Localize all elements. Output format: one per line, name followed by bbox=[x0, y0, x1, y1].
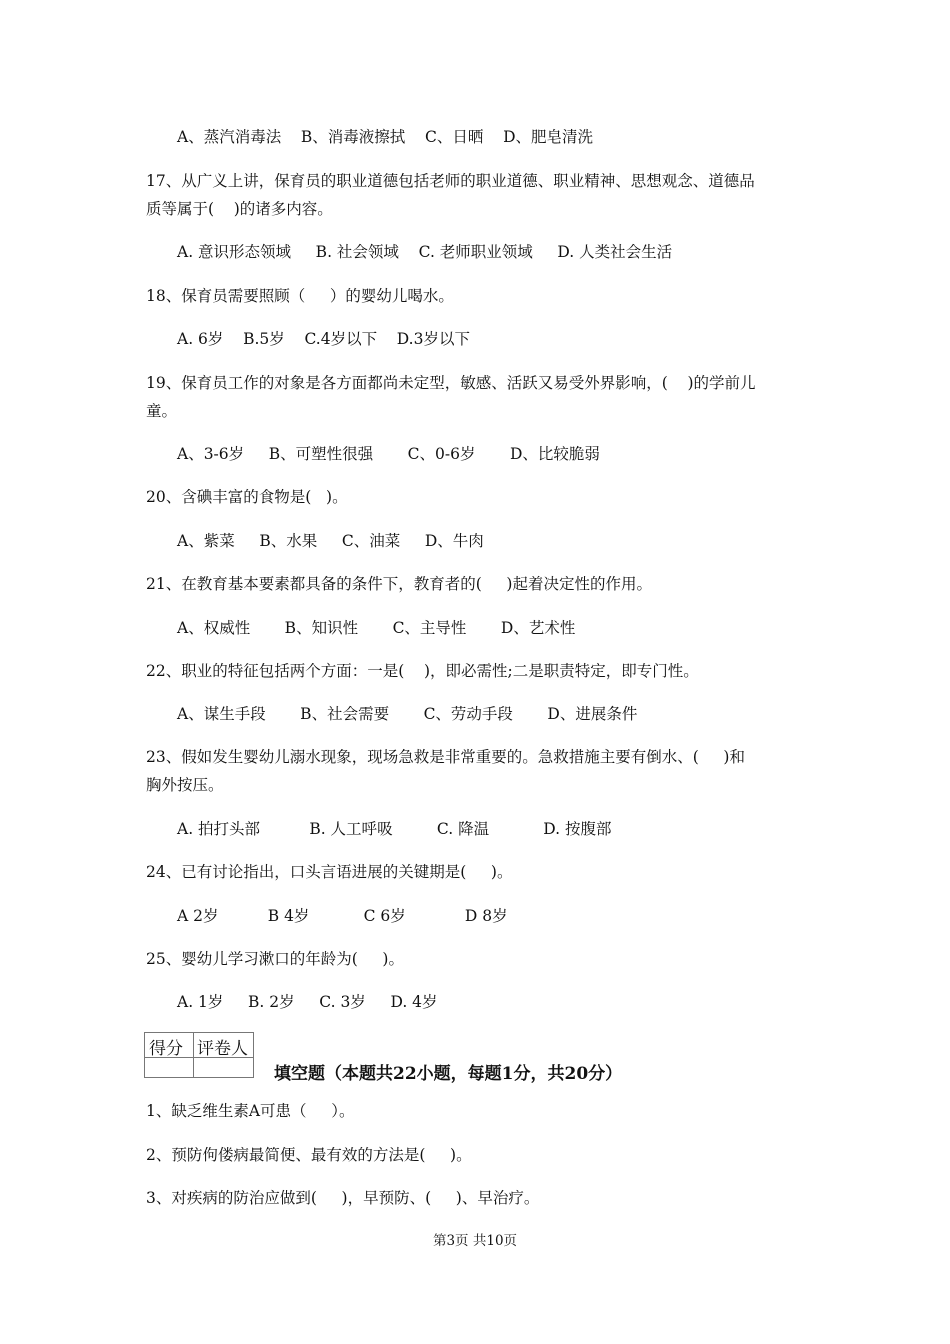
q23-text: 23、假如发生婴幼儿溺水现象，现场急救是非常重要的。急救措施主要有倒水、( )和 bbox=[146, 748, 745, 766]
q18-options: A. 6岁 B.5岁 C.4岁以下 D.3岁以下 bbox=[177, 330, 470, 348]
q25-options: A. 1岁 B. 2岁 C. 3岁 D. 4岁 bbox=[177, 993, 438, 1011]
grader-label: 评卷人 bbox=[197, 1039, 248, 1059]
score-box-divider bbox=[193, 1033, 194, 1077]
q24-text: 24、已有讨论指出，口头言语进展的关键期是( )。 bbox=[146, 863, 513, 881]
q23-text-cont: 胸外按压。 bbox=[146, 776, 224, 794]
page-footer: 第3页 共10页 bbox=[432, 1233, 518, 1249]
q19-text-cont: 童。 bbox=[146, 402, 178, 420]
section-title: 填空题（本题共22小题，每题1分，共20分） bbox=[274, 1064, 623, 1084]
q17-text-cont: 质等属于( )的诸多内容。 bbox=[146, 200, 333, 218]
fill-q2: 2、预防佝偻病最简便、最有效的方法是( )。 bbox=[146, 1146, 472, 1164]
q18-text: 18、保育员需要照顾（ ）的婴幼儿喝水。 bbox=[146, 287, 454, 305]
q21-text: 21、在教育基本要素都具备的条件下，教育者的( )起着决定性的作用。 bbox=[146, 575, 652, 593]
q17-text: 17、从广义上讲，保育员的职业道德包括老师的职业道德、职业精神、思想观念、道德品 bbox=[146, 172, 755, 190]
score-box bbox=[144, 1032, 254, 1078]
fill-q1: 1、缺乏维生素A可患（ ）。 bbox=[146, 1102, 355, 1120]
q23-options: A. 拍打头部 B. 人工呼吸 C. 降温 D. 按腹部 bbox=[177, 820, 612, 838]
fill-q3: 3、对疾病的防治应做到( )，早预防、( )、早治疗。 bbox=[146, 1189, 540, 1207]
q16-options: A、蒸汽消毒法 B、消毒液擦拭 C、日晒 D、肥皂清洗 bbox=[177, 128, 593, 146]
q22-text: 22、职业的特征包括两个方面：一是( )，即必需性;二是职责特定，即专门性。 bbox=[146, 662, 699, 680]
q20-text: 20、含碘丰富的食物是( )。 bbox=[146, 488, 348, 506]
q17-options: A. 意识形态领域 B. 社会领域 C. 老师职业领域 D. 人类社会生活 bbox=[177, 243, 673, 261]
q19-text: 19、保育员工作的对象是各方面都尚未定型，敏感、活跃又易受外界影响，( )的学前儿 bbox=[146, 374, 756, 392]
q22-options: A、谋生手段 B、社会需要 C、劳动手段 D、进展条件 bbox=[177, 705, 638, 723]
q19-options: A、3-6岁 B、可塑性很强 C、0-6岁 D、比较脆弱 bbox=[177, 445, 600, 463]
q20-options: A、紫菜 B、水果 C、油菜 D、牛肉 bbox=[177, 532, 484, 550]
q25-text: 25、婴幼儿学习漱口的年龄为( )。 bbox=[146, 950, 404, 968]
q21-options: A、权威性 B、知识性 C、主导性 D、艺术性 bbox=[177, 619, 576, 637]
score-label: 得分 bbox=[149, 1039, 183, 1059]
q24-options: A 2岁 B 4岁 C 6岁 D 8岁 bbox=[177, 907, 508, 925]
